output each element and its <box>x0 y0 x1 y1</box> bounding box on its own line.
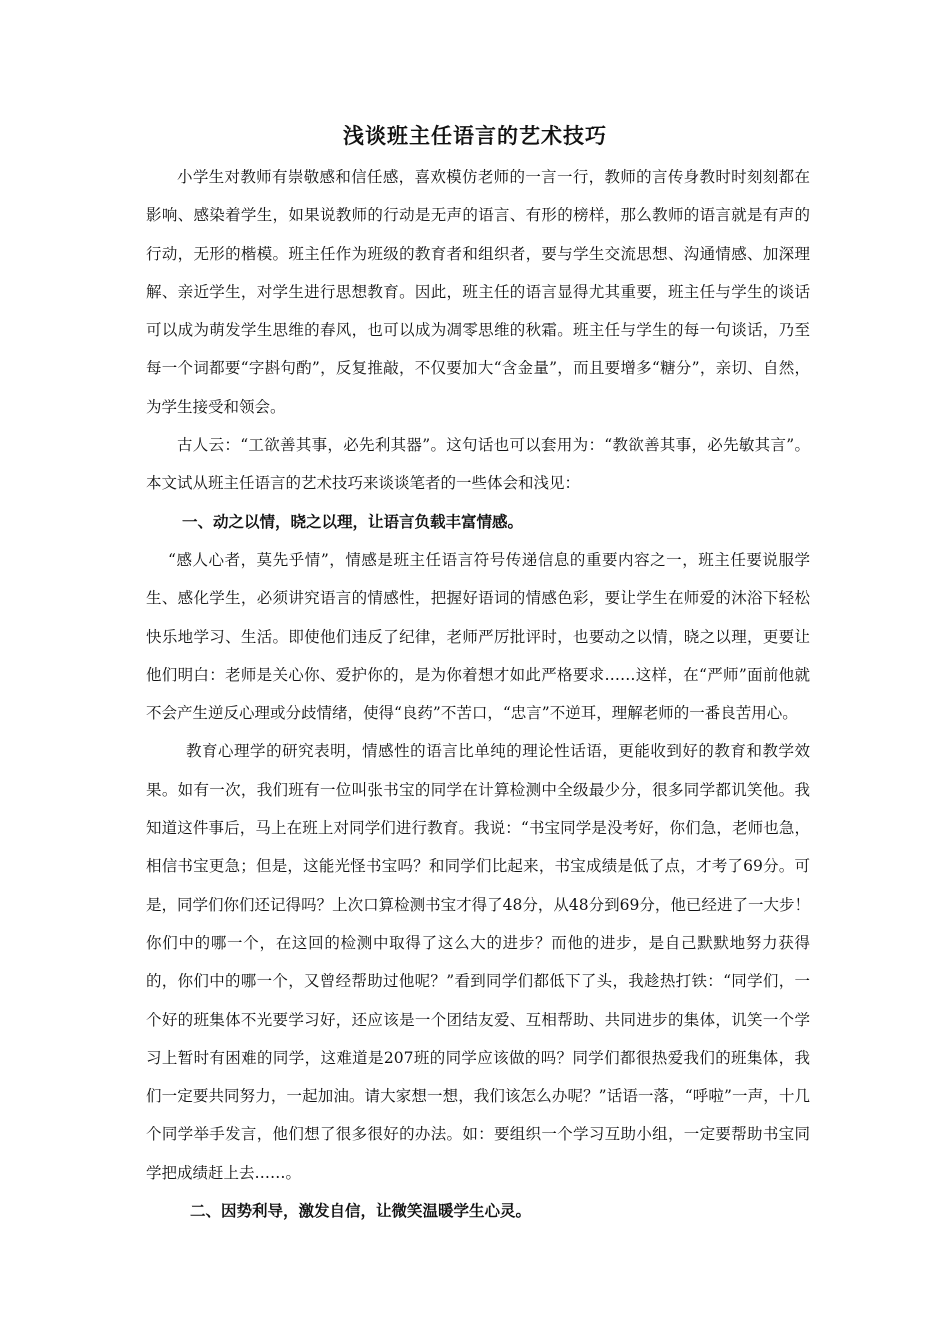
document-body <box>146 158 810 1230</box>
paragraph-emotion: “感人心者，莫先乎情”，情感是班主任语言符号传递信息的重要内容之一，班主任要说服学生、感化学生，必须讲究语言的情感性，把握好语词的情感色彩，要让学生在师爱的沐浴下轻松快乐地学习、生活。即使他们违反了纪律，老师严厉批评时，也要动之以情，晓之以理，更要让他们明白：老师是关心你、爱护你的，是为你着想才如此严格要求……这样，在“严师”面前他就不会产生逆反心理或分歧情绪，使得“良药”不苦口，“忠言”不逆耳，理解老师的一番良苦用心。 <box>146 550 810 723</box>
document-title: 浅谈班主任语言的艺术技巧 <box>343 123 607 148</box>
paragraph-intro: 小学生对教师有崇敬感和信任感，喜欢模仿老师的一言一行，教师的言传身教时时刻刻都在影响、感染着学生，如果说教师的行动是无声的语言、有形的榜样，那么教师的语言就是有声的行动，无形的楷模。班主任作为班级的教育者和组织者，要与学生交流思想、沟通情感、加深理解、亲近学生，对学生进行思想教育。因此，班主任的语言显得尤其重要，班主任与学生的谈话可以成为萌发学生思维的春风，也可以成为凋零思维的秋霜。班主任与学生的每一句谈话，乃至每一个词都要“字斟句酌”，反复推敲，不仅要加大“含金量”，而且要增多“糖分”，亲切、自然，为学生接受和领会。 <box>146 168 810 416</box>
section-heading-1: 一、动之以情，晓之以理，让语言负载丰富情感。 <box>182 511 524 531</box>
paragraph-quote: 古人云：“工欲善其事，必先利其器”。这句话也可以套用为：“教欲善其事，必先敏其言”。本文试从班主任语言的艺术技巧来谈谈笔者的一些体会和浅见： <box>146 436 810 493</box>
paragraph-example: 教育心理学的研究表明，情感性的语言比单纯的理论性话语，更能收到好的教育和教学效果。如有一次，我们班有一位叫张书宝的同学在计算检测中全级最少分，很多同学都讥笑他。我知道这件事后，马上在班上对同学们进行教育。我说：“书宝同学是没考好，你们急，老师也急，相信书宝更急；但是，这能光怪书宝吗？和同学们比起来，书宝成绩是低了点，才考了69分。可是，同学们你们还记得吗？上次口算检测书宝才得了48分，从48分到69分，他已经进了一大步！你们中的哪一个，在这回的检测中取得了这么大的进步？而他的进步，是自己默默地努力获得的，你们中的哪一个，又曾经帮助过他呢？”看到同学们都低下了头，我趁热打铁：“同学们，一个好的班集体不光要学习好，还应该是一个团结友爱、互相帮助、共同进步的集体，讥笑一个学习上暂时有困难的同学，这难道是207班的同学应该做的吗？同学们都很热爱我们的班集体，我们一定要共同努力，一起加油。请大家想一想，我们该怎么办呢？”话语一落，“呼啦”一声，十几个同学举手发言，他们想了很多很好的办法。如：要组织一个学习互助小组，一定要帮助书宝同学把成绩赶上去……。 <box>146 742 810 1182</box>
section-heading-2: 二、因势利导，激发自信，让微笑温暖学生心灵。 <box>190 1201 532 1221</box>
